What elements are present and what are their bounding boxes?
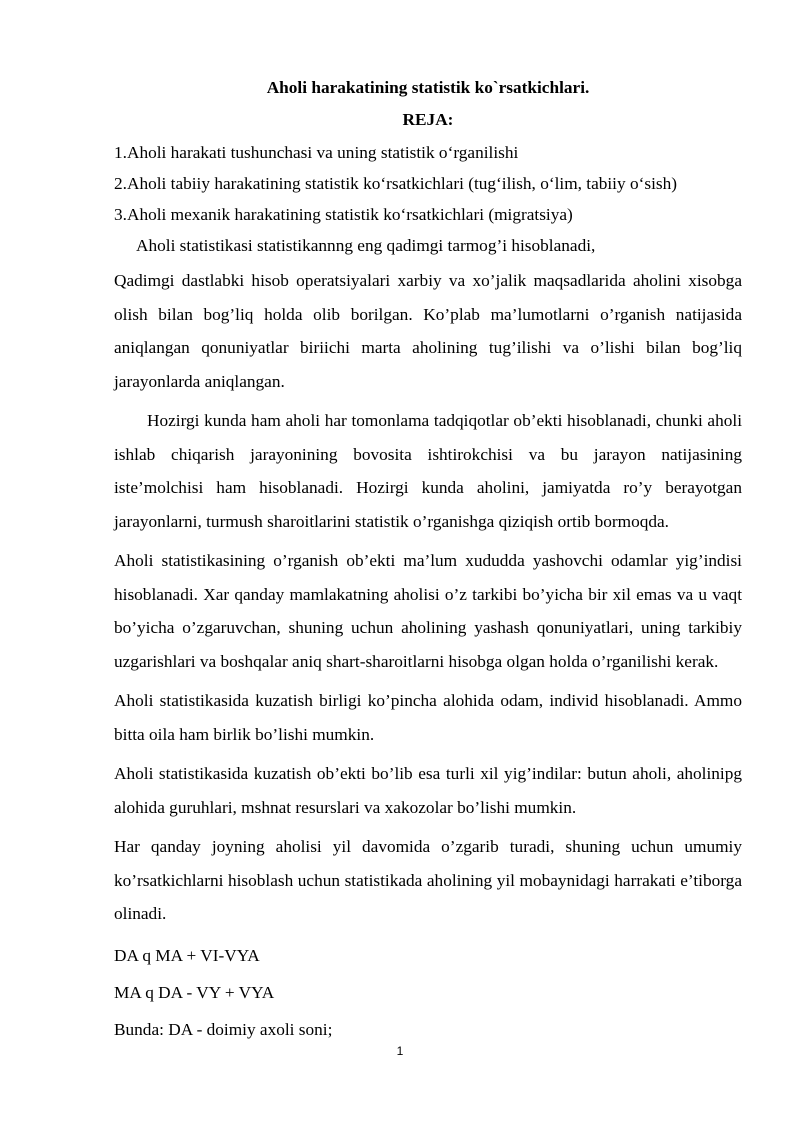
plan-item-1: 1.Aholi harakati tushunchasi va uning statistik o‘rganilishi: [114, 143, 519, 162]
plan-item-2: 2.Aholi tabiiy harakatining statistik ko‘rsatkichlari (tug‘ilish, o‘lim, tabiiy o‘sish): [114, 174, 677, 193]
paragraph-2: Hozirgi kunda ham aholi har tomonlama tadqiqotlar ob’ekti hisoblanadi, chunki aholi ishlab chiqarish jarayonining bovosita ishtirokchisi va bu jarayon natijasining iste’molchisi ham hisoblanadi. Hozirgi kunda aholini, jamiyatda ro’y berayotgan jarayonlarni, turmush sharoitlarini statistik o’rganishga qiziqish ortib bormoqda.: [114, 411, 742, 531]
paragraph-3: Aholi statistikasining o’rganish ob’ekti ma’lum xududda yashovchi odamlar yig’indisi hisoblanadi. Xar qanday mamlakatning aholisi o’z tarkibi bo’yicha bir xil emas va u vaqt bo’yicha o’zgaruvchan, shuning uchun aholining yashash qonuniyatlari, uning tarkibiy uzgarishlari va boshqalar aniq shart-sharoitlarni hisobga olgan holda o’rganilishi kerak.: [114, 551, 742, 671]
plan-heading: REJA:: [402, 110, 454, 129]
formula-note: Bunda: DA - doimiy axoli soni;: [114, 1019, 333, 1039]
paragraph-4: Aholi statistikasida kuzatish birligi ko’pincha alohida odam, individ hisoblanadi. Ammo bitta oila ham birlik bo’lishi mumkin.: [114, 691, 742, 744]
plan-item-3: 3.Aholi mexanik harakatining statistik ko‘rsatkichlari (migratsiya): [114, 205, 573, 224]
document-body: [114, 74, 742, 1042]
intro-line: Aholi statistikasi statistikannng eng qadimgi tarmog’i hisoblanadi,: [136, 236, 596, 255]
formula-1: DA q MA + VI-VYA: [114, 945, 260, 965]
document-title: Aholi harakatining statistik ko`rsatkichlari.: [266, 78, 590, 97]
formula-2: MA q DA - VY + VYA: [114, 982, 275, 1002]
paragraph-5: Aholi statistikasida kuzatish ob’ekti bo’lib esa turli xil yig’indilar: butun aholi, aholinipg alohida guruhlari, mshnat resurslari va xakozolar bo’lishi mumkin.: [114, 764, 742, 817]
page-number: 1: [396, 1044, 404, 1058]
paragraph-6: Har qanday joyning aholisi yil davomida o’zgarib turadi, shuning uchun umumiy ko’rsatkichlarni hisoblash uchun statistikada aholining yil mobaynidagi harrakati e’tiborga olinadi.: [114, 837, 742, 923]
paragraph-1: Qadimgi dastlabki hisob operatsiyalari xarbiy va xo’jalik maqsadlarida aholini xisobga olish bilan bog’liq holda olib borilgan. Ko’plab ma’lumotlarni o’rganish natijasida aniqlangan qonuniyatlar biriichi marta aholining tug’ilishi va o’lishi bilan bog’liq jarayonlarda aniqlangan.: [114, 271, 742, 391]
